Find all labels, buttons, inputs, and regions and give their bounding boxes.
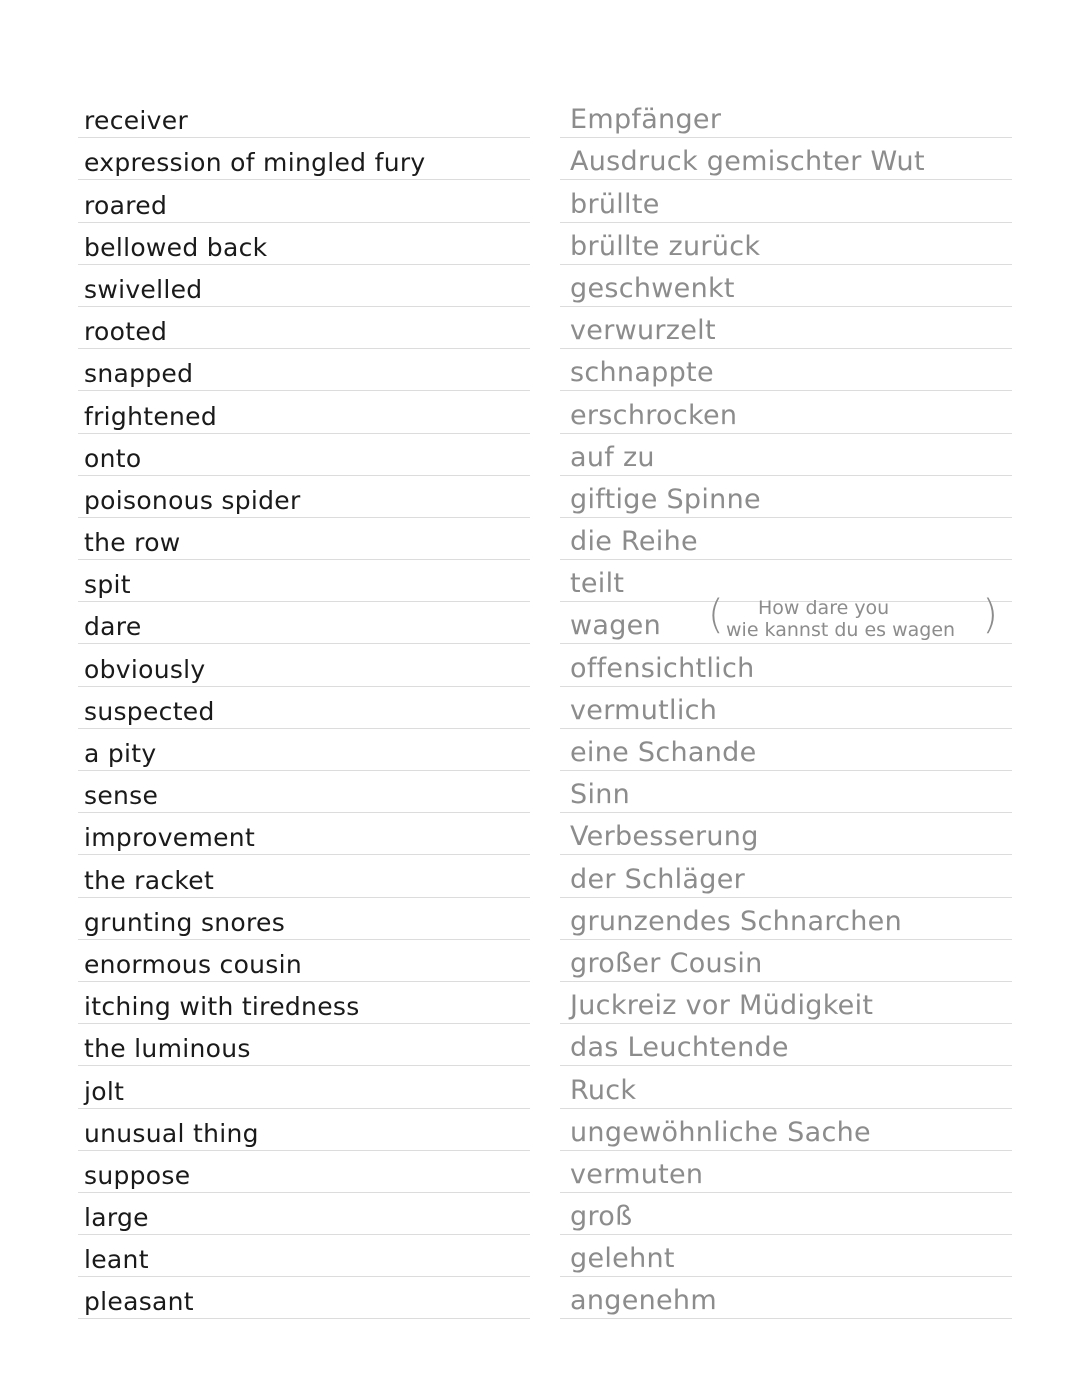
english-word: suppose [84, 1160, 191, 1190]
english-word: onto [84, 443, 142, 473]
english-word: the luminous [84, 1034, 251, 1064]
close-parenthesis: ) [982, 592, 998, 639]
vocab-row [560, 1024, 1012, 1066]
vocab-row [560, 391, 1012, 433]
english-word: grunting snores [84, 907, 286, 937]
english-word: frightened [84, 401, 218, 431]
english-word: receiver [84, 106, 189, 136]
german-word: die Reihe [570, 526, 698, 558]
vocab-row [560, 1235, 1012, 1277]
vocab-row [560, 898, 1012, 940]
annotation-german: wie kannst du es wagen [726, 619, 956, 642]
german-word: auf zu [570, 441, 655, 473]
vocab-row [78, 813, 530, 855]
vocab-row [78, 96, 530, 138]
english-word: improvement [84, 823, 256, 853]
german-word: brüllte zurück [570, 230, 761, 262]
english-word: dare [84, 612, 142, 642]
vocab-row [560, 982, 1012, 1024]
vocab-row [78, 1109, 530, 1151]
german-word: offensichtlich [570, 652, 755, 684]
english-word: the row [84, 528, 181, 558]
german-word: vermuten [570, 1158, 704, 1190]
vocab-row [78, 602, 530, 644]
german-word: großer Cousin [570, 947, 763, 979]
english-word: sense [84, 781, 159, 811]
german-word: eine Schande [570, 737, 757, 768]
english-word: itching with tiredness [84, 992, 360, 1022]
german-word: Verbesserung [570, 821, 759, 853]
german-word: geschwenkt [570, 272, 735, 304]
vocab-row [78, 898, 530, 940]
english-word: the racket [84, 865, 215, 895]
vocab-row [560, 265, 1012, 307]
vocab-row [560, 518, 1012, 560]
vocab-row [78, 687, 530, 729]
vocab-row [560, 592, 1012, 644]
vocab-row [560, 729, 1012, 771]
vocab-row [560, 223, 1012, 265]
vocab-row [560, 940, 1012, 982]
english-word: leant [84, 1245, 149, 1275]
vocab-row [78, 476, 530, 518]
vocab-row [78, 771, 530, 813]
english-word: enormous cousin [84, 949, 303, 979]
english-word: swivelled [84, 274, 203, 304]
vocab-row [560, 687, 1012, 729]
german-word: giftige Spinne [570, 483, 761, 515]
english-word: roared [84, 190, 168, 220]
vocab-row [560, 1277, 1012, 1319]
german-word: wagen [570, 610, 661, 642]
english-word: unusual thing [84, 1118, 259, 1148]
vocab-row [560, 560, 1012, 602]
german-word: das Leuchtende [570, 1032, 789, 1064]
english-word: suspected [84, 696, 215, 726]
vocab-row [560, 813, 1012, 855]
vocab-row [78, 518, 530, 560]
german-word: ungewöhnliche Sache [570, 1116, 871, 1148]
german-word: Juckreiz vor Müdigkeit [570, 990, 874, 1022]
english-word: large [84, 1203, 149, 1233]
vocab-row [560, 1151, 1012, 1193]
open-parenthesis: ( [708, 592, 724, 639]
vocab-row [560, 434, 1012, 476]
german-word: Ruck [570, 1074, 637, 1106]
german-word: gelehnt [570, 1243, 675, 1275]
vocab-row [560, 476, 1012, 518]
vocab-row [560, 307, 1012, 349]
english-word: bellowed back [84, 232, 268, 262]
german-word: teilt [570, 568, 625, 600]
vocab-row [78, 644, 530, 686]
dare-annotation [708, 592, 998, 642]
german-word: der Schläger [570, 863, 746, 895]
german-word: angenehm [570, 1285, 717, 1317]
german-word: brüllte [570, 188, 660, 220]
vocab-row [78, 138, 530, 180]
english-word: spit [84, 570, 131, 600]
vocab-row [78, 1024, 530, 1066]
english-word: pleasant [84, 1287, 194, 1317]
vocab-row [78, 391, 530, 433]
german-word: vermutlich [570, 694, 718, 726]
german-word: schnappte [570, 357, 714, 389]
vocab-row [560, 138, 1012, 180]
english-column [78, 96, 530, 1319]
vocab-row [78, 1066, 530, 1108]
english-word: a pity [84, 739, 157, 768]
vocab-row [560, 644, 1012, 686]
german-word: Empfänger [570, 104, 722, 136]
vocab-row [78, 940, 530, 982]
annotation-english: How dare you [758, 597, 890, 620]
vocab-row [78, 434, 530, 476]
vocab-row [78, 855, 530, 897]
vocab-row [560, 1193, 1012, 1235]
vocab-row [78, 223, 530, 265]
vocab-row [560, 771, 1012, 813]
vocab-row [560, 1109, 1012, 1151]
german-word: Sinn [570, 779, 631, 811]
vocab-row [560, 349, 1012, 391]
vocab-row [78, 982, 530, 1024]
vocab-row [560, 96, 1012, 138]
vocab-row [560, 180, 1012, 222]
vocab-row [78, 1235, 530, 1277]
english-word: rooted [84, 317, 168, 347]
vocab-row [78, 729, 530, 771]
german-word: groß [570, 1201, 633, 1233]
english-word: jolt [84, 1076, 125, 1106]
english-word: expression of mingled fury [84, 148, 426, 178]
vocab-row [78, 1193, 530, 1235]
vocab-row [78, 560, 530, 602]
german-word: Ausdruck gemischter Wut [570, 146, 925, 178]
english-word: obviously [84, 654, 206, 684]
english-word: snapped [84, 359, 194, 389]
vocab-row [78, 349, 530, 391]
german-column [560, 96, 1012, 1319]
vocab-row [78, 1151, 530, 1193]
german-word: erschrocken [570, 399, 738, 431]
vocab-row [78, 265, 530, 307]
vocab-row [560, 855, 1012, 897]
german-word: verwurzelt [570, 315, 716, 347]
vocab-row [78, 180, 530, 222]
english-word: poisonous spider [84, 485, 301, 515]
vocab-row [78, 307, 530, 349]
vocab-row [560, 1066, 1012, 1108]
vocab-row [78, 1277, 530, 1319]
german-word: grunzendes Schnarchen [570, 905, 903, 937]
